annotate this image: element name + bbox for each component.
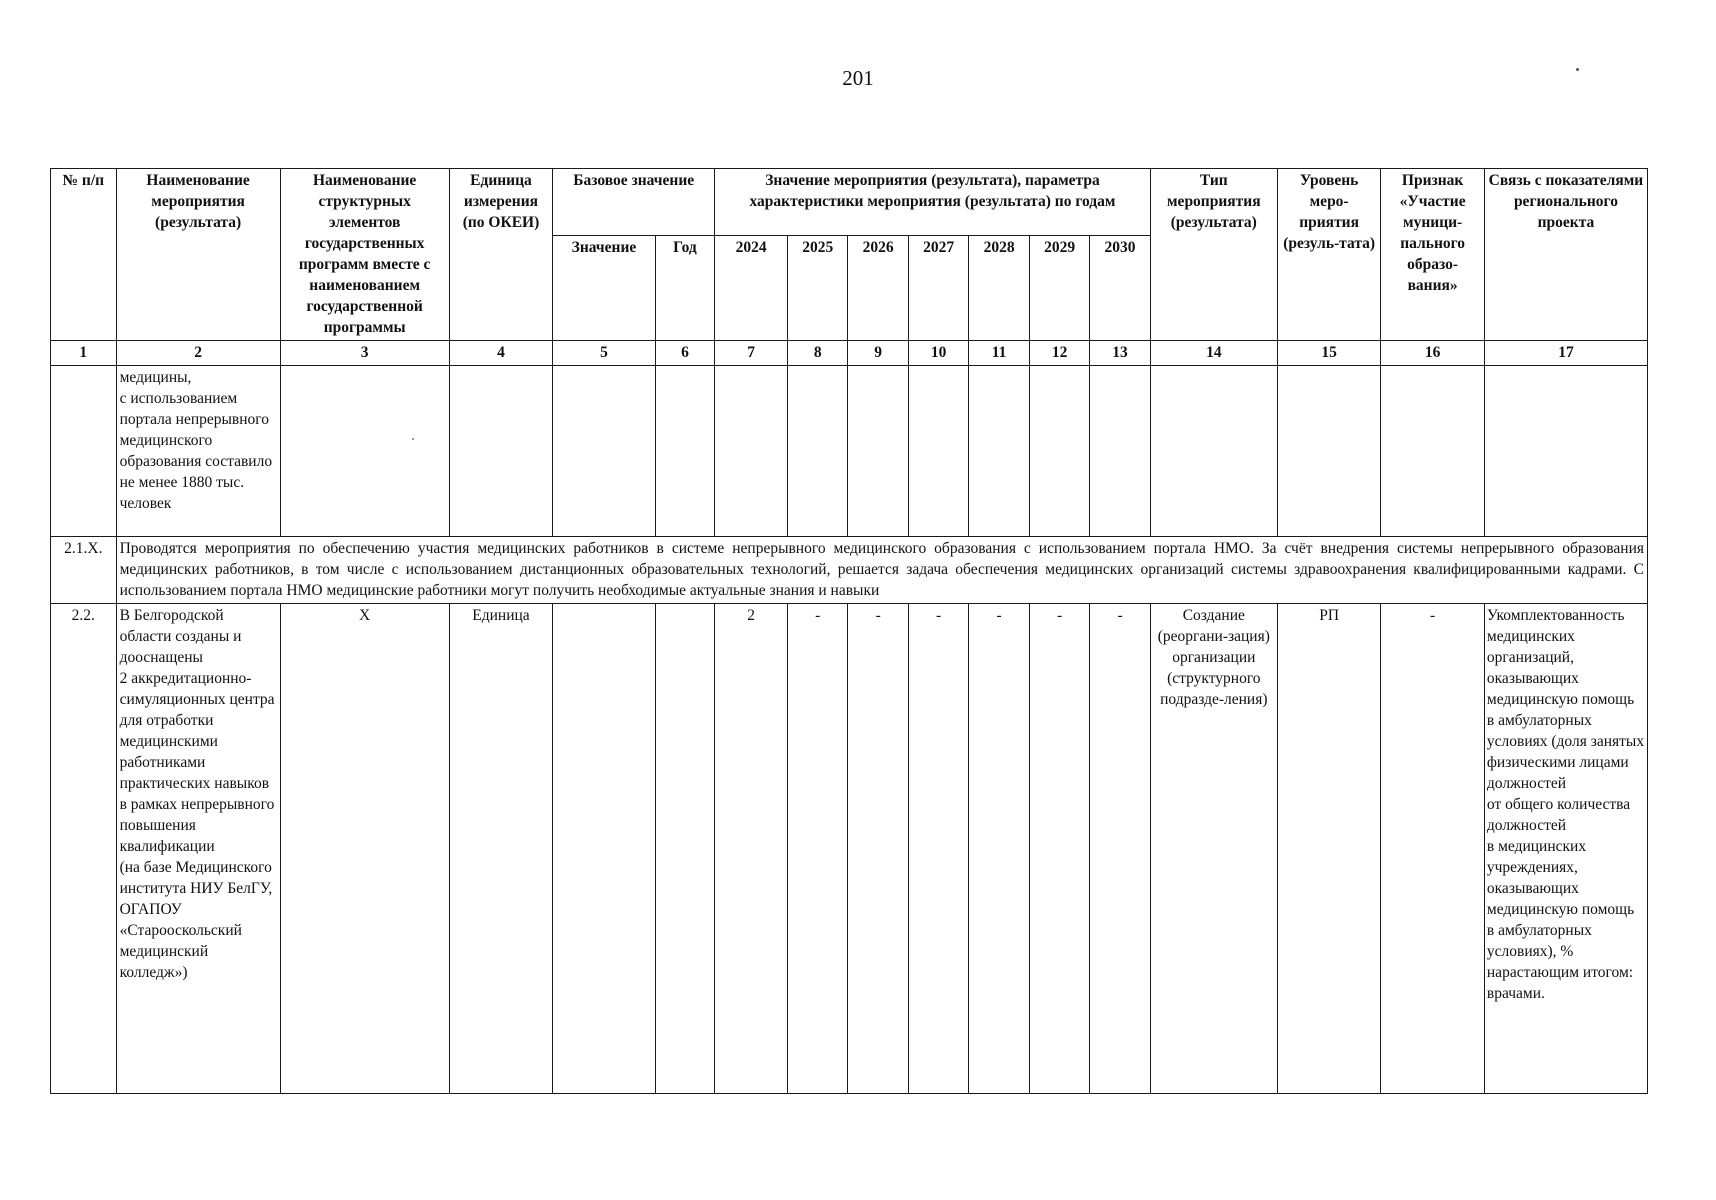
cell-empty — [51, 366, 117, 537]
cell-year-value: - — [848, 604, 908, 1094]
cell-empty — [715, 366, 788, 537]
column-number: 15 — [1277, 341, 1381, 366]
column-number: 7 — [715, 341, 788, 366]
table-row-continuation — [51, 366, 1648, 537]
cell-empty — [787, 366, 847, 537]
header-year: 2027 — [908, 236, 968, 341]
column-number: 5 — [553, 341, 656, 366]
cell-year-value: 2 — [715, 604, 788, 1094]
column-number: 17 — [1484, 341, 1647, 366]
column-number: 12 — [1029, 341, 1089, 366]
cell-unit: Единица — [449, 604, 553, 1094]
header-year: 2024 — [715, 236, 788, 341]
cell-year-value: - — [908, 604, 968, 1094]
cell-empty — [1381, 366, 1485, 537]
column-number: 4 — [449, 341, 553, 366]
cell-description: Проводятся мероприятия по обеспечению участия медицинских работников в системе непрерывного медицинского образования с использованием портала НМО. За счёт внедрения системы непрерывного образования медицинских работников, в том числе с использованием дистанционных образовательных технологий, решается задача обеспечения медицинских организаций системы здравоохранения квалифицированными кадрами. С использованием портала НМО медицинские работники могут получить необходимые актуальные знания и навыки — [116, 537, 1647, 604]
cell-year-value: - — [1090, 604, 1150, 1094]
table-row-2-1-x — [51, 537, 1648, 604]
cell-struct: Х — [280, 604, 449, 1094]
header-year: 2026 — [848, 236, 908, 341]
column-number: 8 — [787, 341, 847, 366]
header-years-group: Значение мероприятия (результата), параметра характеристики мероприятия (результата) по годам — [715, 169, 1151, 236]
table-row-2-2 — [51, 604, 1648, 1094]
cell-empty — [969, 366, 1029, 537]
header-num: № п/п — [51, 169, 117, 341]
header-type: Тип мероприятия (результата) — [1150, 169, 1277, 341]
scan-speck — [1576, 68, 1579, 71]
header-base-value: Значение — [553, 236, 656, 341]
cell-empty — [553, 366, 656, 537]
cell-num: 2.1.X. — [51, 537, 117, 604]
cell-level: РП — [1277, 604, 1381, 1094]
header-municipal: Признак «Участие муници-пального образо-вания» — [1381, 169, 1485, 341]
column-number: 3 — [280, 341, 449, 366]
cell-empty — [449, 366, 553, 537]
header-link: Связь с показателями регионального проекта — [1484, 169, 1647, 341]
cell-year-value: - — [1029, 604, 1089, 1094]
column-number: 16 — [1381, 341, 1485, 366]
header-name: Наименование мероприятия (результата) — [116, 169, 280, 341]
cell-empty — [280, 366, 449, 537]
page-number: 201 — [842, 66, 874, 90]
cell-year-value: - — [787, 604, 847, 1094]
header-level: Уровень меро-приятия (резуль-тата) — [1277, 169, 1381, 341]
cell-empty — [1029, 366, 1089, 537]
header-year: 2025 — [787, 236, 847, 341]
cell-empty — [1150, 366, 1277, 537]
column-number: 2 — [116, 341, 280, 366]
header-year: 2028 — [969, 236, 1029, 341]
header-base-group: Базовое значение — [553, 169, 715, 236]
column-number: 10 — [908, 341, 968, 366]
header-year: 2030 — [1090, 236, 1150, 341]
column-number: 11 — [969, 341, 1029, 366]
cell-name: В Белгородской области созданы и дооснащены 2 аккредитационно-симуляционных центра для отработки медицинскими работниками практических навыков в рамках непрерывного повышения квалификации (на базе Медицинского института НИУ БелГУ, ОГАПОУ «Старооскольский медицинский колледж») — [116, 604, 280, 1094]
cell-empty — [655, 366, 714, 537]
column-number: 6 — [655, 341, 714, 366]
header-base-year: Год — [655, 236, 714, 341]
cell-base-value — [553, 604, 656, 1094]
column-number: 1 — [51, 341, 117, 366]
measures-table — [50, 168, 1648, 1094]
cell-link: Укомплектованность медицинских организаций, оказывающих медицинскую помощь в амбулаторных условиях (доля занятых физическими лицами должностей от общего количества должностей в медицинских учреждениях, оказывающих медицинскую помощь в амбулаторных условиях), % нарастающим итогом: врачами. — [1484, 604, 1647, 1094]
cell-type: Создание (реоргани-зация) организации (структурного подразде-ления) — [1150, 604, 1277, 1094]
column-number-row — [51, 341, 1648, 366]
cell-empty — [1277, 366, 1381, 537]
column-number: 14 — [1150, 341, 1277, 366]
header-unit: Единица измерения (по ОКЕИ) — [449, 169, 553, 341]
cell-year-value: - — [969, 604, 1029, 1094]
cell-municipal: - — [1381, 604, 1485, 1094]
cell-base-year — [655, 604, 714, 1094]
header-row-1 — [51, 169, 1648, 236]
column-number: 13 — [1090, 341, 1150, 366]
cell-empty — [1484, 366, 1647, 537]
cell-empty — [848, 366, 908, 537]
cell-empty — [908, 366, 968, 537]
cell-num: 2.2. — [51, 604, 117, 1094]
column-number: 9 — [848, 341, 908, 366]
cell-name: медицины, с использованием портала непрерывного медицинского образования составило не менее 1880 тыс. человек — [116, 366, 280, 537]
cell-empty — [1090, 366, 1150, 537]
header-struct: Наименование структурных элементов государственных программ вместе с наименованием государственной программы — [280, 169, 449, 341]
header-year: 2029 — [1029, 236, 1089, 341]
